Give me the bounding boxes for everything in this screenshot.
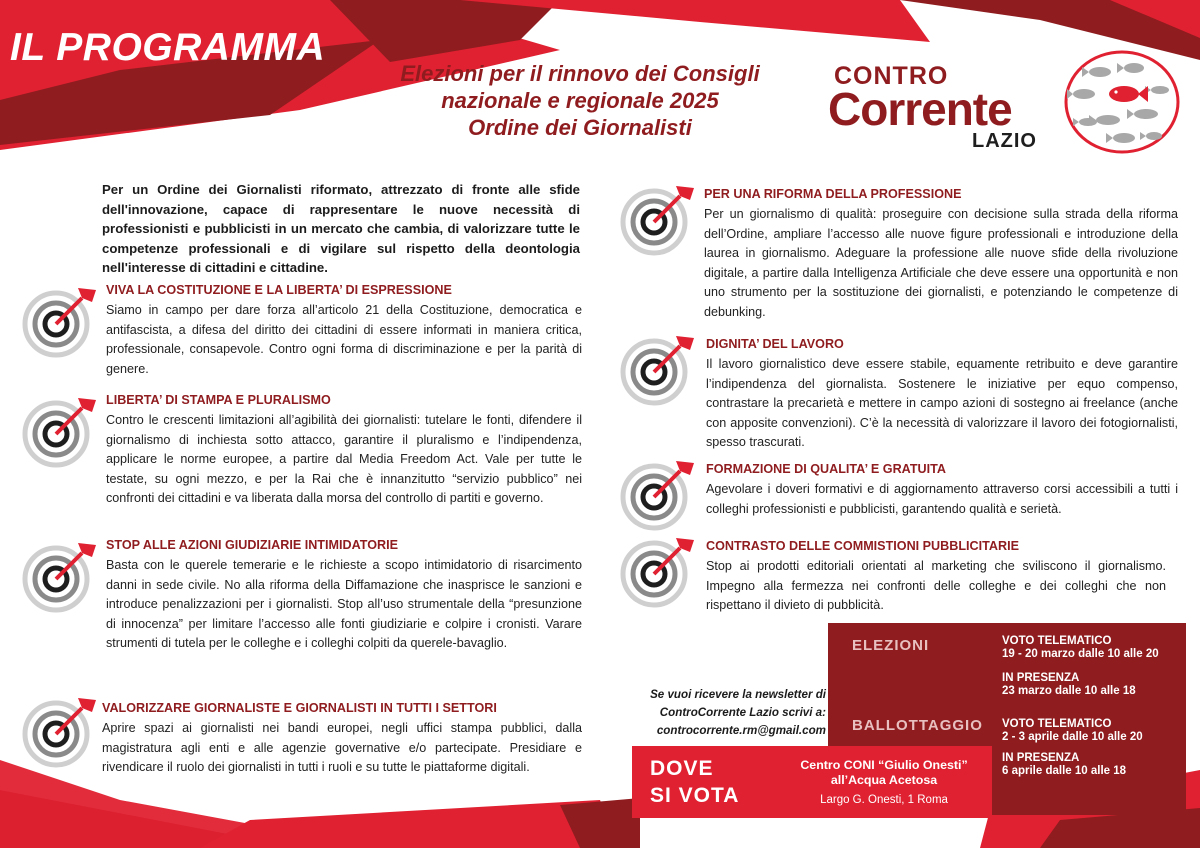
subtitle-line-1: Elezioni per il rinnovo dei Consigli [400,61,760,86]
section-azioni-giudiziarie [20,537,582,677]
target-arrow-icon [20,392,98,468]
fish-school-icon [1062,50,1182,154]
ballottaggio-telematico [1002,718,1143,744]
section-body: Per un giornalismo di qualità: proseguire con decisione sulla strada della riforma dell’Ordine, ampliare l’accesso alle nuove figure professionali e introduzione della laurea in giornalismo. Adeguare la professione alle nuove sfide della rivoluzione digitale, a partire dalla Intelligenza Artificiale che deve essere una opportunità e non uno strumento per la sostituzione dei giornalisti, e potenziando le competenze di debunking. [704,207,1178,319]
presenza-date: 23 marzo dalle 10 alle 18 [1002,685,1136,697]
target-arrow-icon [618,330,696,406]
section-body: Agevolare i doveri formativi e di aggiornamento attraverso corsi accessibili a tutti i colleghi professionisti e pubblicisti, garantendo qualità e serietà. [706,482,1178,516]
section-title: CONTRASTO DELLE COMMISTIONI PUBBLICITARIE [706,539,1019,553]
section-title: FORMAZIONE DI QUALITA’ E GRATUITA [706,462,946,476]
presenza-label: IN PRESENZA [1002,752,1080,764]
telematico-date: 19 - 20 marzo dalle 10 alle 20 [1002,648,1159,660]
section-body: Il lavoro giornalistico deve essere stabile, equamente retribuito e deve garantire l’indipendenza del giornalista. Sostenere le iniziative per equo compenso, contrastare la precarietà e mettere in campo azioni di sostegno ai freelance (anche con apposite convenzioni). C’è la necessità di valorizzare il lavoro dei fotogiornalisti, spesso trascurati. [706,357,1178,450]
logo-line-lazio: LAZIO [972,130,1037,152]
section-riforma-professione [618,180,1178,325]
presenza-date: 6 aprile dalle 10 alle 18 [1002,765,1127,777]
newsletter-note [630,686,826,740]
subtitle-line-3: Ordine dei Giornalisti [468,115,692,140]
dove-line-2: SI VOTA [650,784,740,807]
venue-name [786,758,982,788]
newsletter-line-2: ControCorrente Lazio scrivi a: [659,706,826,719]
venue-line-1: Centro CONI “Giulio Onesti” [800,758,968,772]
section-liberta-stampa [20,392,582,532]
dove-heading [650,755,739,809]
section-body: Aprire spazi ai giornalisti nei bandi europei, negli uffici stampa pubblici, dalla magistratura agli enti e alle agenzie governative e/o partecipate. Presidiare e rivendicare il ruolo dei giornalisti in tutti i ruoli e su tutte le piattaforme digitali. [102,721,582,775]
intro-paragraph: Per un Ordine dei Giornalisti riformato, attrezzato di fronte alle sfide dell'innovazione, capace di rappresentare le nuove necessità di professionisti e pubblicisti in un mercato che cambia, di valorizzare tutte le competenze professionali e di vigilare sul rispetto della deontologia nell'interesse di cittadini e cittadine. [102,182,580,276]
ballottaggio-presenza [1002,752,1126,778]
target-arrow-icon [20,692,98,768]
section-costituzione [20,282,582,392]
section-valorizzare [20,692,582,782]
section-title: VIVA LA COSTITUZIONE E LA LIBERTA’ DI ESPRESSIONE [106,283,452,297]
venue-line-2: all’Acqua Acetosa [830,773,938,787]
target-arrow-icon [618,455,696,531]
section-body: Stop ai prodotti editoriali orientati al marketing che sviliscono il giornalismo. Impegno alla fermezza nei confronti delle colleghe e dei colleghi che non rispettano il divieto di pubblicità. [706,559,1166,613]
venue-address: Largo G. Onesti, 1 Roma [820,794,948,806]
section-body: Siamo in campo per dare forza all’articolo 21 della Costituzione, democratica e antifascista, a difesa del diritto dei cittadini di essere informati in maniera critica, professionale, consapevole. Contro ogni forma di discriminazione e per la parità di genere. [106,303,582,376]
page-title: IL PROGRAMMA [10,26,326,69]
logo-line-corrente: Corrente [828,83,1012,135]
target-arrow-icon [618,532,696,608]
section-title: LIBERTA’ DI STAMPA E PLURALISMO [106,393,331,407]
newsletter-email[interactable]: controcorrente.rm@gmail.com [656,724,826,737]
elezioni-label: ELEZIONI [852,637,930,654]
target-arrow-icon [20,282,98,358]
section-formazione [618,455,1178,527]
section-title: DIGNITA’ DEL LAVORO [706,337,844,351]
controcorrente-logo [820,52,1080,162]
subtitle-line-2: nazionale e regionale 2025 [441,88,719,113]
elezioni-telematico [1002,635,1159,661]
ballottaggio-label: BALLOTTAGGIO [852,717,983,734]
section-title: VALORIZZARE GIORNALISTE E GIORNALISTI IN TUTTI I SETTORI [102,701,497,715]
section-body: Basta con le querele temerarie e le richieste a scopo intimidatorio di risarcimento danni in sede civile. No alla riforma della Diffamazione che inasprisce le sanzioni e introduce penalizzazioni per i giornalisti. Stop all’uso strumentale della “presunzione di innocenza” per limitare l’accesso alle fonti giudiziarie e colpire i cronisti. Varare strumenti di tutela per le colleghe e i colleghi colpiti da querele-bavaglio. [106,558,582,651]
section-commistioni [618,532,1178,614]
newsletter-line-1: Se vuoi ricevere la newsletter di [650,688,826,701]
telematico-label: VOTO TELEMATICO [1002,635,1112,647]
telematico-date: 2 - 3 aprile dalle 10 alle 20 [1002,731,1143,743]
section-body: Contro le crescenti limitazioni all’agibilità dei giornalisti: tutelare le fonti, difendere il giornalismo di inchiesta sotto attacco, garantire il pluralismo e l’indipendenza, applicare le norme europee, a partire dal Media Freedom Act. Vale per tutte le testate, su ogni mezzo, e per la Rai che è innanzitutto “servizio pubblico” nei confronti dei cittadini e va liberata dalla morsa del controllo di partiti e governo. [106,413,582,506]
section-title: STOP ALLE AZIONI GIUDIZIARIE INTIMIDATORIE [106,538,398,552]
dove-line-1: DOVE [650,757,714,780]
target-arrow-icon [20,537,98,613]
section-dignita-lavoro [618,330,1178,450]
dove-si-vota-box [632,746,992,818]
elezioni-presenza [1002,672,1136,698]
election-subtitle [360,60,800,141]
section-title: PER UNA RIFORMA DELLA PROFESSIONE [704,187,962,201]
logo-line-contro: CONTRO [834,62,949,90]
presenza-label: IN PRESENZA [1002,672,1080,684]
telematico-label: VOTO TELEMATICO [1002,718,1112,730]
target-arrow-icon [618,180,696,256]
